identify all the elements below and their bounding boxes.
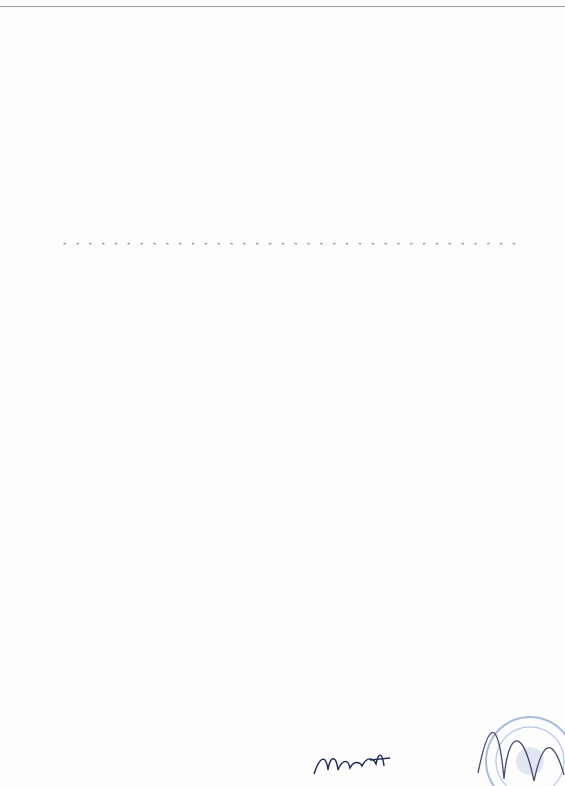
- official-seal-icon: [438, 683, 565, 786]
- serial-number: [380, 8, 386, 33]
- signature-icon: [310, 744, 430, 784]
- top-border-line: [0, 6, 565, 7]
- header-divider: [62, 240, 522, 248]
